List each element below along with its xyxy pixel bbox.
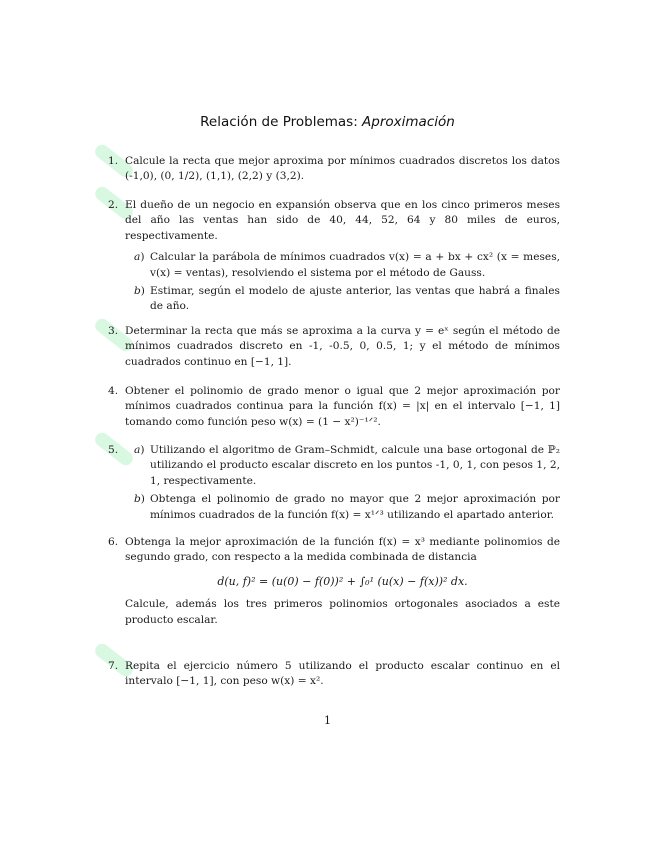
problem-text: Repita el ejercicio número 5 utilizando el producto escalar continuo en el intervalo [−1, 1], con peso w(x) = x².: [125, 660, 560, 688]
subitem-text: Calcular la parábola de mínimos cuadrados v(x) = a + bx + cx² (x = meses, v(x) = ventas), resolviendo el sistema por el método de Gauss.: [150, 251, 560, 279]
problem-3: [108, 324, 560, 370]
problem-2: [108, 198, 560, 315]
problem-number: 1.: [108, 155, 119, 167]
page-number: 1: [324, 714, 331, 727]
problem-number: 5.: [108, 444, 119, 456]
subitem-text: Utilizando el algoritmo de Gram–Schmidt, calcule una base ortogonal de ℙ₂ utilizando el producto escalar discreto en los puntos -1, 0, 1, con pesos 1, 2, 1, respectivamente.: [150, 444, 560, 487]
subitem-a: a) Calcular la parábola de mínimos cuadrados v(x) = a + bx + cx² (x = meses, v(x) = ventas), resolviendo el sistema por el método de Gauss.: [150, 250, 560, 281]
subitem-b: b) Obtenga el polinomio de grado no mayor que 2 mejor aproximación por mínimos cuadrados de la función f(x) = x¹ᐟ³ utilizando el apartado anterior.: [150, 492, 560, 523]
subitem-label: b: [134, 493, 141, 506]
problem-number: 4.: [108, 385, 119, 397]
subitem-label: b: [134, 285, 141, 298]
problem-number: 3.: [108, 325, 119, 337]
problem-1: [108, 154, 560, 185]
subitem-label: a: [134, 251, 141, 264]
title-emphasis: Aproximación: [362, 114, 455, 130]
title-prefix: Relación de Problemas:: [200, 114, 363, 130]
problem-text: Calcule la recta que mejor aproxima por mínimos cuadrados discretos los datos (-1,0), (0, 1/2), (1,1), (2,2) y (3,2).: [125, 155, 560, 183]
distance-formula: d(u, f)² = (u(0) − f(0))² + ∫₀¹ (u(x) − f(x))² dx.: [217, 574, 468, 588]
page-title: [0, 114, 655, 130]
problem-text: Obtener el polinomio de grado menor o igual que 2 mejor aproximación por mínimos cuadrados continua para la función f(x) = |x| en el intervalo [−1, 1] tomando como función peso w(x) = (1 − x²)⁻¹ᐟ².: [125, 385, 560, 428]
subitem-b: b) Estimar, según el modelo de ajuste anterior, las ventas que habrá a finales de año.: [150, 284, 560, 315]
problem-number: 2.: [108, 199, 119, 211]
problem-number: 7.: [108, 660, 119, 672]
problem-text-continued: Calcule, además los tres primeros polinomios ortogonales asociados a este producto escalar.: [125, 598, 560, 626]
subitem-a: a) Utilizando el algoritmo de Gram–Schmidt, calcule una base ortogonal de ℙ₂ utilizando el producto escalar discreto en los puntos -1, 0, 1, con pesos 1, 2, 1, respectivamente.: [150, 443, 560, 489]
problem-number: 6.: [108, 536, 119, 548]
problem-text: Obtenga la mejor aproximación de la función f(x) = x³ mediante polinomios de segundo grado, con respecto a la medida combinada de distancia: [125, 536, 560, 564]
problem-7: [108, 659, 560, 690]
subitem-text: Obtenga el polinomio de grado no mayor que 2 mejor aproximación por mínimos cuadrados de la función f(x) = x¹ᐟ³ utilizando el apartado anterior.: [150, 493, 560, 521]
problem-text: El dueño de un negocio en expansión observa que en los cinco primeros meses del año las ventas han sido de 40, 44, 52, 64 y 80 miles de euros, respectivamente.: [125, 199, 560, 242]
problem-4: [108, 384, 560, 430]
problem-text: Determinar la recta que más se aproxima a la curva y = eˣ según el método de mínimos cuadrados discreto en -1, -0.5, 0, 0.5, 1; y el método de mínimos cuadrados continuo en [−1, 1].: [125, 325, 560, 368]
problem-6: [108, 535, 560, 628]
problem-5: [108, 443, 560, 523]
subitem-text: Estimar, según el modelo de ajuste anterior, las ventas que habrá a finales de año.: [150, 285, 560, 313]
subitem-label: a: [134, 444, 141, 456]
